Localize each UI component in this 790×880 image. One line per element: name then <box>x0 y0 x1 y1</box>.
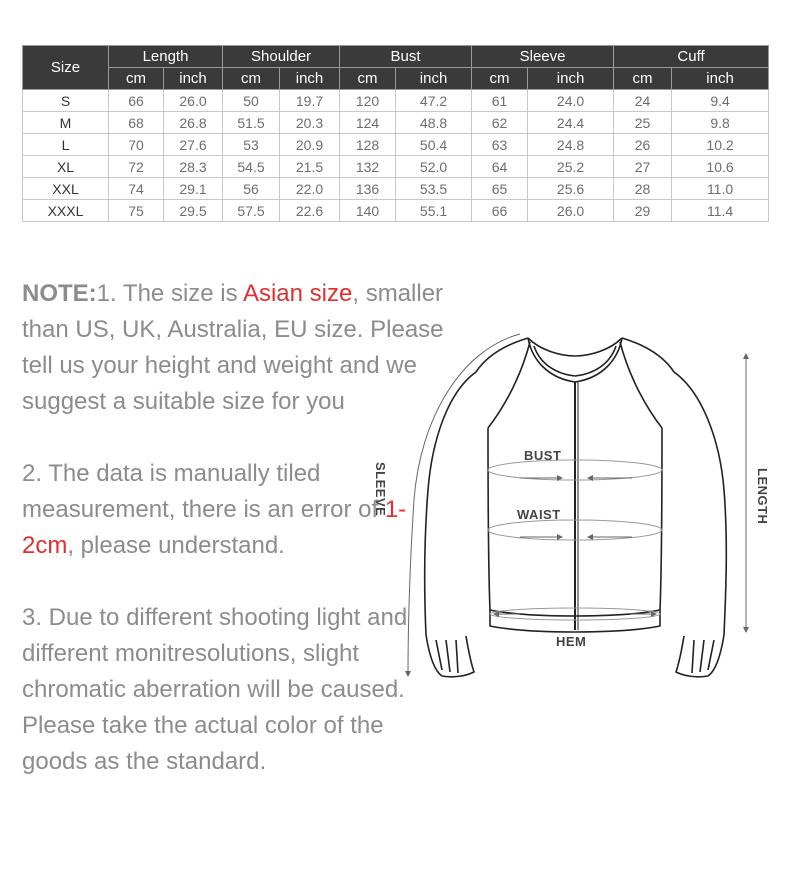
measurement-cell: 56 <box>223 178 280 200</box>
jacket-measurement-diagram <box>370 320 780 700</box>
measurement-cell: 29.1 <box>164 178 223 200</box>
note-2-text-b: , please understand. <box>67 532 285 559</box>
measurement-cell: 124 <box>340 112 396 134</box>
measurement-cell: 70 <box>109 134 164 156</box>
note-1-text-b: , smaller than US, UK, Australia, EU size. Please tell us your height and weight and we suggest a suitable size for you <box>22 280 444 415</box>
note-1-highlight: Asian size <box>242 280 353 307</box>
measurement-cell: 74 <box>109 178 164 200</box>
sleeve-label: SLEEVE <box>373 462 388 517</box>
group-header-bust: Bust <box>340 46 472 68</box>
measurement-cell: 51.5 <box>223 112 280 134</box>
measurement-cell: 50 <box>223 90 280 112</box>
measurement-cell: 61 <box>472 90 528 112</box>
unit-header: cm <box>340 68 396 90</box>
measurement-cell: 26.0 <box>528 200 614 222</box>
measurement-cell: 53 <box>223 134 280 156</box>
measurement-cell: 28.3 <box>164 156 223 178</box>
size-cell: L <box>23 134 109 156</box>
measurement-cell: 11.0 <box>672 178 769 200</box>
unit-header: inch <box>280 68 340 90</box>
measurement-cell: 28 <box>614 178 672 200</box>
table-row <box>23 112 769 134</box>
unit-header: cm <box>223 68 280 90</box>
measurement-cell: 29.5 <box>164 200 223 222</box>
measurement-cell: 62 <box>472 112 528 134</box>
measurement-cell: 9.4 <box>672 90 769 112</box>
size-cell: M <box>23 112 109 134</box>
size-cell: XL <box>23 156 109 178</box>
measurement-cell: 52.0 <box>396 156 472 178</box>
note-3: 3. Due to different shooting light and different monitresolutions, slight chromatic aberration will be caused. Please take the actual color of the goods as the standard. <box>22 604 408 775</box>
measurement-cell: 25.6 <box>528 178 614 200</box>
size-cell: XXXL <box>23 200 109 222</box>
bust-label: BUST <box>524 448 562 463</box>
unit-header: cm <box>109 68 164 90</box>
size-table-body <box>23 90 769 222</box>
size-column-header: Size <box>23 46 109 90</box>
measurement-cell: 24.4 <box>528 112 614 134</box>
measurement-cell: 19.7 <box>280 90 340 112</box>
measurement-cell: 140 <box>340 200 396 222</box>
measurement-cell: 25.2 <box>528 156 614 178</box>
measurement-cell: 53.5 <box>396 178 472 200</box>
note-1-text-a: 1. The size is <box>96 280 243 307</box>
measurement-cell: 25 <box>614 112 672 134</box>
measurement-cell: 26 <box>614 134 672 156</box>
group-header-sleeve: Sleeve <box>472 46 614 68</box>
unit-header: inch <box>164 68 223 90</box>
note-2-highlight: 1-2cm <box>22 496 407 559</box>
measurement-cell: 75 <box>109 200 164 222</box>
table-row <box>23 178 769 200</box>
measurement-cell: 63 <box>472 134 528 156</box>
measurement-cell: 20.9 <box>280 134 340 156</box>
group-header-shoulder: Shoulder <box>223 46 340 68</box>
table-row <box>23 90 769 112</box>
waist-label: WAIST <box>517 507 561 522</box>
length-label: LENGTH <box>755 468 770 525</box>
note-2-text-a: 2. The data is manually tiled measurement, there is an error of <box>22 460 385 523</box>
unit-header: cm <box>472 68 528 90</box>
group-header-length: Length <box>109 46 223 68</box>
measurement-cell: 20.3 <box>280 112 340 134</box>
measurement-cell: 10.6 <box>672 156 769 178</box>
measurement-cell: 128 <box>340 134 396 156</box>
measurement-cell: 132 <box>340 156 396 178</box>
hem-label: HEM <box>556 634 587 649</box>
size-chart-table <box>22 45 769 222</box>
size-cell: XXL <box>23 178 109 200</box>
table-row <box>23 156 769 178</box>
measurement-cell: 27.6 <box>164 134 223 156</box>
size-cell: S <box>23 90 109 112</box>
group-header-cuff: Cuff <box>614 46 769 68</box>
measurement-cell: 29 <box>614 200 672 222</box>
unit-header: inch <box>672 68 769 90</box>
unit-header: inch <box>396 68 472 90</box>
measurement-cell: 68 <box>109 112 164 134</box>
measurement-cell: 26.0 <box>164 90 223 112</box>
measurement-cell: 72 <box>109 156 164 178</box>
measurement-cell: 24.8 <box>528 134 614 156</box>
measurement-cell: 57.5 <box>223 200 280 222</box>
measurement-cell: 136 <box>340 178 396 200</box>
measurement-cell: 65 <box>472 178 528 200</box>
measurement-cell: 27 <box>614 156 672 178</box>
measurement-cell: 26.8 <box>164 112 223 134</box>
unit-header: cm <box>614 68 672 90</box>
measurement-cell: 50.4 <box>396 134 472 156</box>
measurement-cell: 54.5 <box>223 156 280 178</box>
measurement-cell: 22.0 <box>280 178 340 200</box>
table-row <box>23 134 769 156</box>
table-row <box>23 200 769 222</box>
measurement-cell: 22.6 <box>280 200 340 222</box>
measurement-cell: 48.8 <box>396 112 472 134</box>
note-label: NOTE: <box>22 280 97 307</box>
measurement-cell: 11.4 <box>672 200 769 222</box>
measurement-cell: 24.0 <box>528 90 614 112</box>
measurement-cell: 66 <box>472 200 528 222</box>
measurement-cell: 66 <box>109 90 164 112</box>
measurement-cell: 120 <box>340 90 396 112</box>
unit-header: inch <box>528 68 614 90</box>
measurement-cell: 10.2 <box>672 134 769 156</box>
measurement-cell: 9.8 <box>672 112 769 134</box>
measurement-cell: 24 <box>614 90 672 112</box>
measurement-cell: 21.5 <box>280 156 340 178</box>
measurement-cell: 64 <box>472 156 528 178</box>
measurement-cell: 47.2 <box>396 90 472 112</box>
measurement-cell: 55.1 <box>396 200 472 222</box>
